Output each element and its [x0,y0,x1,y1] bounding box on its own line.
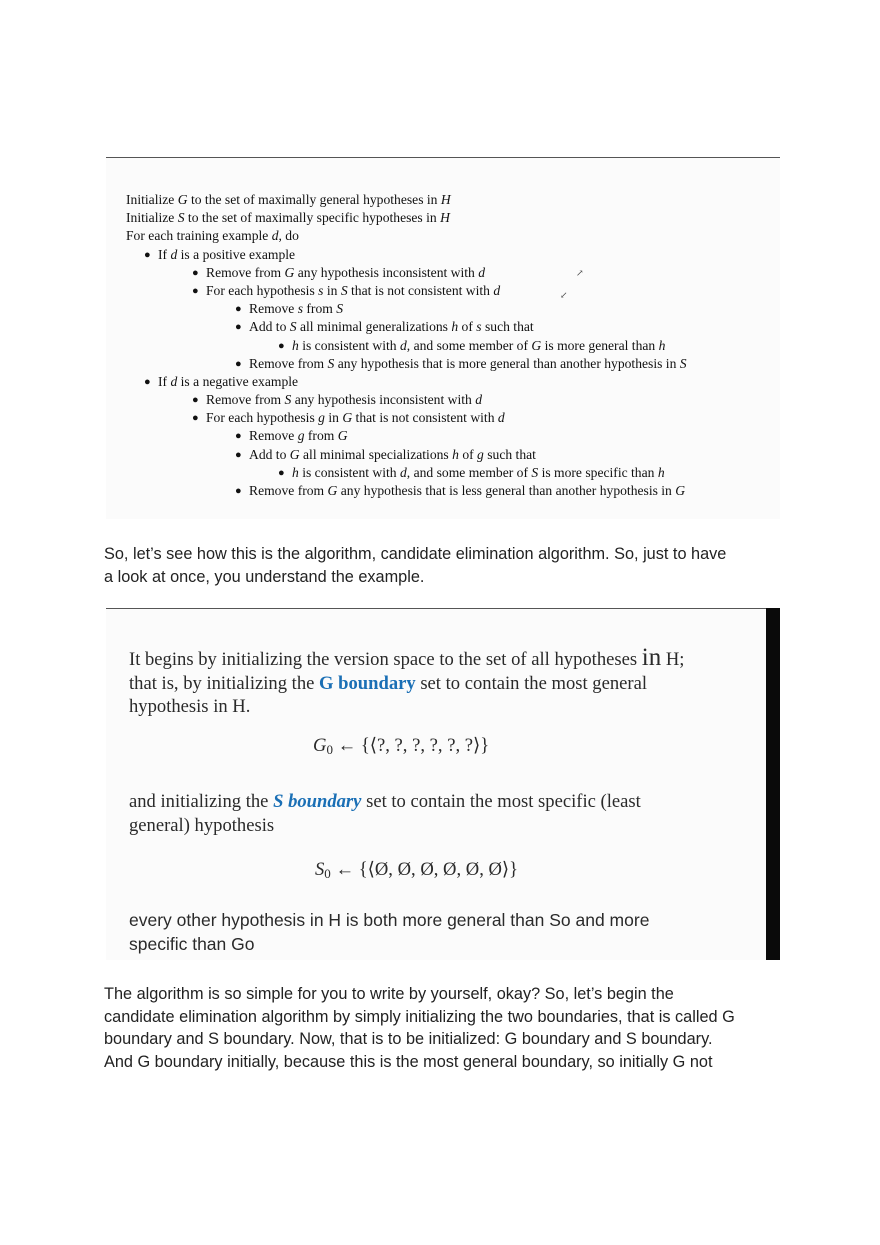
alg-line [126,427,776,445]
vs-text: H; [661,649,685,670]
alg-line [126,264,776,282]
alg-text: h is consistent with d, and some member of G is more general than h [292,337,666,353]
paragraph-line: And G boundary initially, because this is the most general boundary, so initially G not [104,1052,713,1071]
alg-text: For each hypothesis s in S that is not consistent with d [206,282,501,298]
alg-text: Remove s from S [249,301,344,317]
bullet-icon: ● [278,339,285,352]
g0-formula [313,734,489,762]
version-space-figure [106,608,780,960]
paragraph-line: candidate elimination algorithm by simply initializing the two boundaries, that is called G [104,1007,735,1026]
formula-subscript: 0 [326,742,333,757]
alg-line [126,300,776,318]
bullet-icon: ● [235,321,242,334]
alg-line [126,446,776,464]
vs-text: set to contain the most general [415,673,647,694]
bullet-icon: ● [144,375,151,388]
alg-line [126,318,776,336]
alg-text: For each hypothesis g in G that is not consistent with d [206,410,505,426]
vs-note-line: specific than Go [129,934,255,954]
paragraph-line: boundary and S boundary. Now, that is to be initialized: G boundary and S boundary. [104,1030,713,1048]
alg-line [126,373,776,391]
alg-text: Add to G all minimal specializations h of g such that [249,446,536,462]
vs-line: hypothesis in H. [129,696,251,717]
alg-line [126,409,776,427]
alg-line [126,355,776,373]
s0-formula [315,858,518,886]
bullet-icon: ● [235,430,242,443]
alg-text: Remove from S any hypothesis that is more general than another hypothesis in S [249,355,687,371]
paragraph-line: The algorithm is so simple for you to write by yourself, okay? So, let’s begin the [104,985,674,1003]
vs-text: that is, by initializing the [129,673,320,694]
stray-mark-icon: ↙ [560,289,568,300]
transcript-paragraph [104,983,784,1073]
alg-text: h is consistent with d, and some member of S is more specific than h [292,464,665,480]
vs-note-line: every other hypothesis in H is both more general than So and more [129,910,650,930]
figure-top-rule [106,157,780,158]
bullet-icon: ● [278,466,285,479]
alg-line: Initialize S to the set of maximally specific hypotheses in H [126,210,450,226]
alg-text: Remove from S any hypothesis inconsistent with d [206,392,483,408]
formula-text: ← {⟨Ø, Ø, Ø, Ø, Ø, Ø⟩} [330,859,519,880]
g-boundary-term: G boundary [319,673,416,694]
algorithm-pseudocode [126,191,776,500]
formula-subscript: 0 [324,866,331,881]
paragraph-line: So, let’s see how this is the algorithm, candidate elimination algorithm. So, just to have [104,545,727,563]
vs-line [129,790,641,814]
bullet-icon: ● [192,266,199,279]
vs-text: in [641,644,662,671]
bullet-icon: ● [144,248,151,261]
formula-symbol: G [313,735,327,756]
right-edge-bar [766,608,780,960]
alg-text: Remove from G any hypothesis inconsistent with d [206,264,486,280]
figure-top-rule [106,608,766,609]
vs-text: set to contain the most specific (least [361,791,641,812]
bullet-icon: ● [235,303,242,316]
vs-text: It begins by initializing the version space to the set of all hypotheses [129,649,642,670]
paragraph-line: a look at once, you understand the example. [104,567,425,586]
alg-text: If d is a negative example [158,373,299,389]
bullet-icon: ● [192,284,199,297]
alg-line [126,464,776,482]
alg-text: Remove from G any hypothesis that is less general than another hypothesis in G [249,483,686,498]
alg-line [126,391,776,409]
alg-text: Add to S all minimal generalizations h of s such that [249,319,534,335]
formula-text: ← {⟨?, ?, ?, ?, ?, ?⟩} [332,735,490,756]
vs-line [129,672,647,696]
algorithm-figure [106,157,780,519]
bullet-icon: ● [192,394,199,407]
formula-symbol: S [315,859,325,880]
alg-line [126,482,776,500]
transcript-paragraph [104,543,784,588]
s-boundary-term: S boundary [273,791,362,812]
vs-text: and initializing the [129,791,274,812]
alg-text: If d is a positive example [158,246,296,262]
vs-line: general) hypothesis [129,815,275,836]
bullet-icon: ● [235,357,242,370]
bullet-icon: ● [192,412,199,425]
alg-line [126,337,776,355]
bullet-icon: ● [235,485,242,497]
stray-mark-icon: ↗ [576,267,584,278]
alg-line [126,282,776,300]
bullet-icon: ● [235,448,242,461]
alg-line: For each training example d, do [126,228,299,244]
alg-line [126,246,776,264]
vs-line [129,646,684,672]
alg-text: Remove g from G [249,428,348,444]
alg-line: Initialize G to the set of maximally general hypotheses in H [126,192,451,207]
